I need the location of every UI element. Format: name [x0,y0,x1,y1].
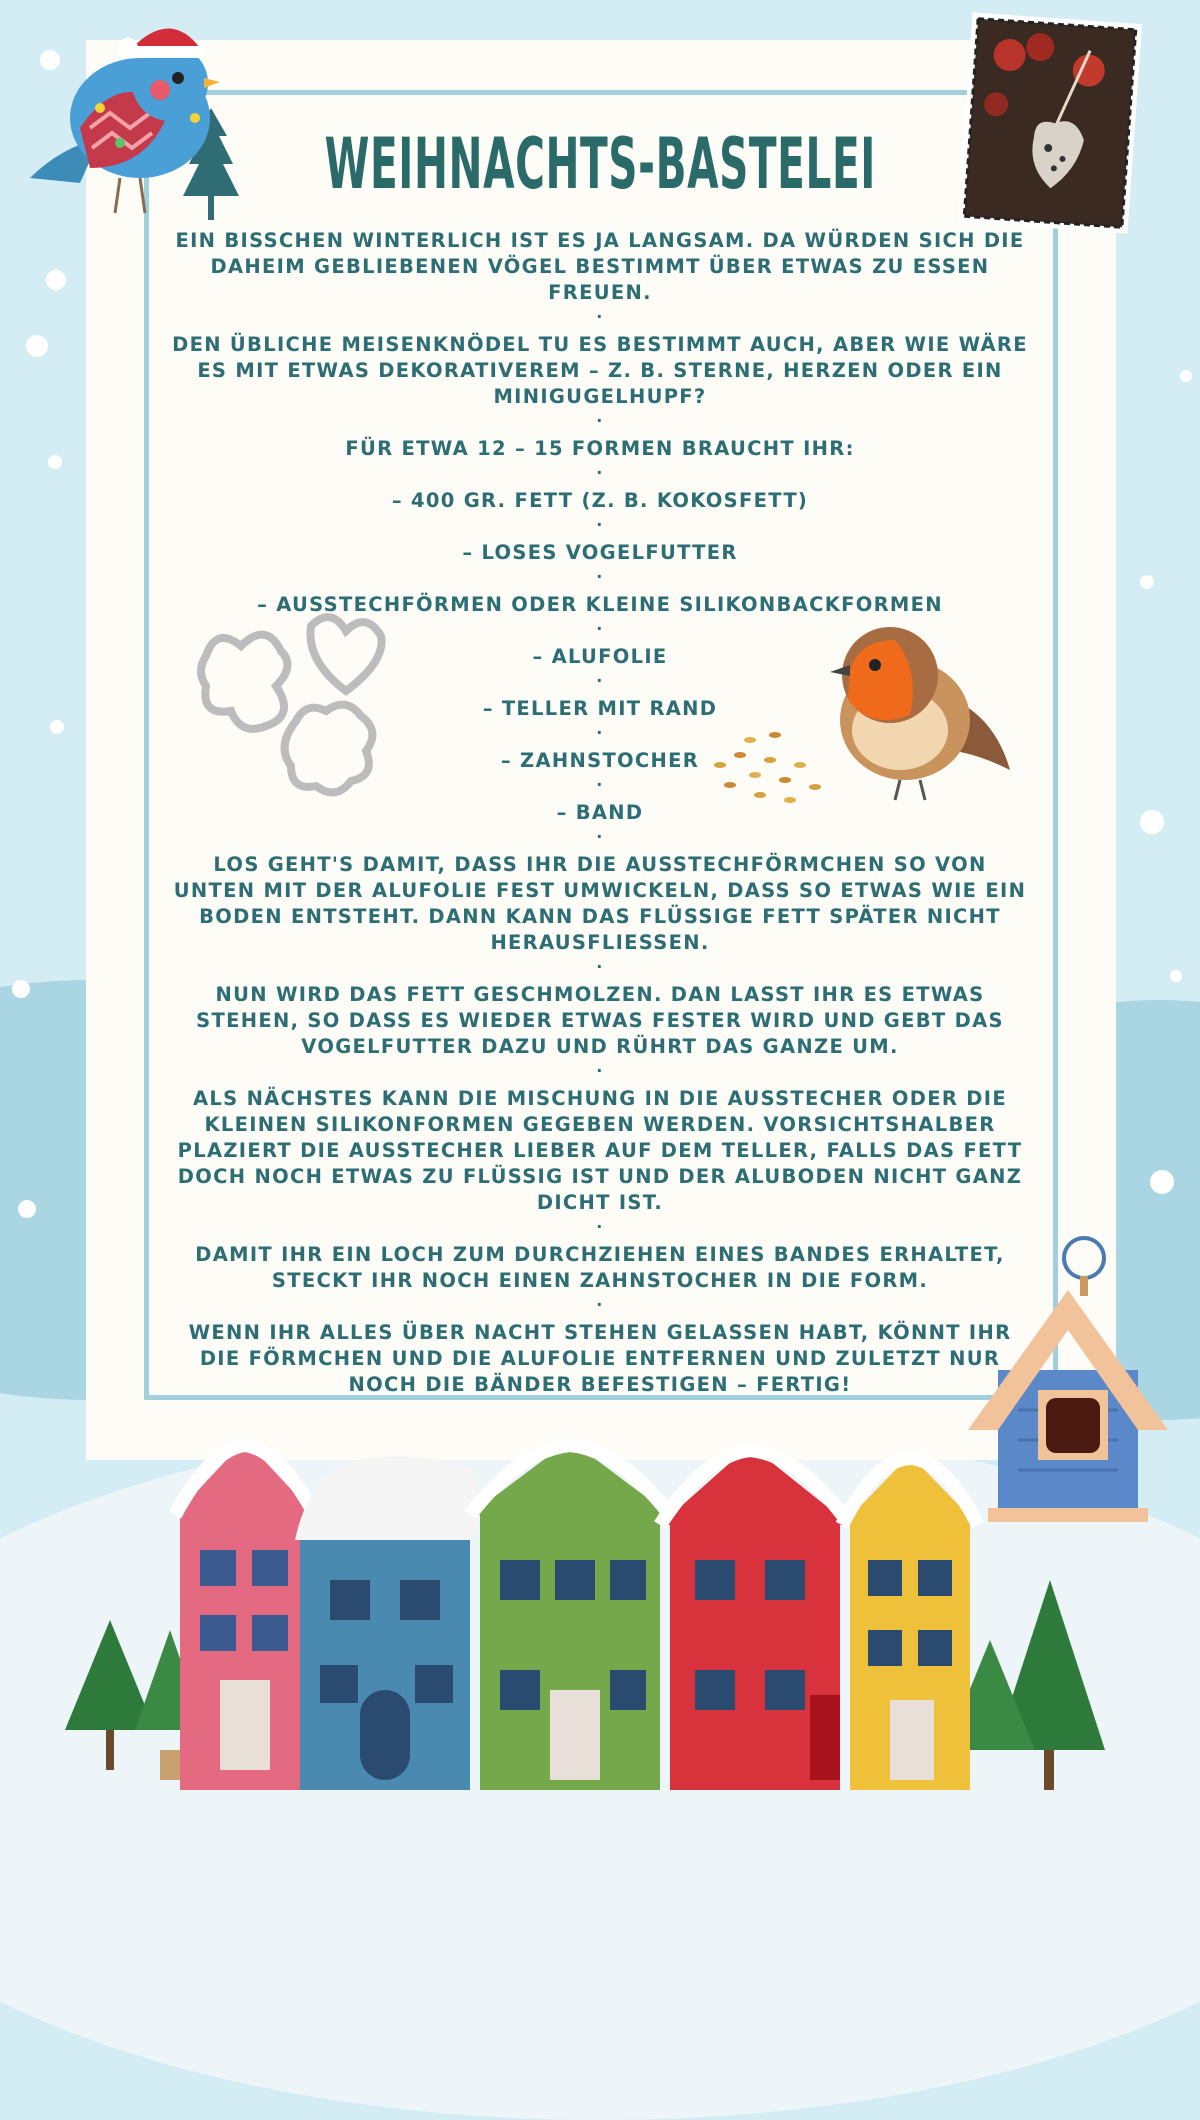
ingredient-item: – TELLER MIT RAND [482,697,718,720]
separator: . [596,459,604,478]
instruction-step: WENN IHR ALLES ÜBER NACHT STEHEN GELASSEN HABT, KÖNNT IHR DIE FÖRMCHEN UND DIE ALUFOLIE ENTFERNEN UND ZULETZT NUR NOCH DIE BÄNDER BEFESTIGEN – FERTIG! [188,1321,1012,1396]
materials-heading: FÜR ETWA 12 – 15 FORMEN BRAUCHT IHR: [345,437,855,460]
separator: . [596,667,604,686]
separator: . [596,953,604,972]
snowflake [1140,575,1154,589]
snowflake [50,720,64,734]
snowflake [1150,1170,1174,1194]
intro-paragraph: DEN ÜBLICHE MEISENKNÖDEL TU ES BESTIMMT AUCH, ABER WIE WÄRE ES MIT ETWAS DEKORATIVEREM – Z. B. STERNE, HERZEN ODER EIN MINIGUGELHUPF? [172,333,1028,408]
robin-icon [830,620,1020,810]
cookie-cutter-icon [196,606,396,806]
snowflake [1180,370,1192,382]
separator: . [596,1291,604,1310]
ingredient-item: – ALUFOLIE [532,645,668,668]
separator: . [596,1213,604,1232]
separator: . [596,823,604,842]
snowflake [1170,970,1182,982]
snowflake [18,1200,36,1218]
separator: . [596,563,604,582]
ingredient-item: – AUSSTECHFÖRMEN ODER KLEINE SILIKONBACKFORMEN [257,593,943,616]
instruction-step: NUN WIRD DAS FETT GESCHMOLZEN. DAN LASST IHR ES ETWAS STEHEN, SO DASS ES WIEDER ETWAS FESTER WIRD UND GEBT DAS VOGELFUTTER DAZU UND RÜHRT DAS GANZE UM. [196,983,1004,1058]
separator: . [596,511,604,530]
bird-feeder-photo [958,12,1142,233]
intro-paragraph: EIN BISSCHEN WINTERLICH IST ES JA LANGSAM. DA WÜRDEN SICH DIE DAHEIM GEBLIEBENEN VÖGEL BESTIMMT ÜBER ETWAS ZU ESSEN FREUEN. [175,229,1025,304]
ingredient-item: – ZAHNSTOCHER [500,749,700,772]
separator: . [596,719,604,738]
snowflake [46,270,66,290]
snowflake [1140,810,1164,834]
instruction-step: LOS GEHT'S DAMIT, DASS IHR DIE AUSSTECHFÖRMCHEN SO VON UNTEN MIT DER ALUFOLIE FEST UMWICKELN, DASS SO ETWAS WIE EIN BODEN ENTSTEHT. DANN KANN DAS FLÜSSIGE FETT SPÄTER NICHT HERAUSFLIESSEN. [173,853,1027,954]
instruction-step: ALS NÄCHSTES KANN DIE MISCHUNG IN DIE AUSSTECHER ODER DIE KLEINEN SILIKONFORMEN GEGEBEN WERDEN. VORSICHTSHALBER PLAZIERT DIE AUSSTECHER LIEBER AUF DEM TELLER, FALLS DAS FETT DOCH NOCH ETWAS ZU FLÜSSIG IST UND DER ALUBODEN NICHT GANZ DICHT IST. [177,1087,1023,1214]
separator: . [596,407,604,426]
separator: . [596,615,604,634]
snowflake [12,980,30,998]
separator: . [596,771,604,790]
knitted-bird-icon [20,8,220,218]
seeds-icon [700,725,840,815]
instruction-step: DAMIT IHR EIN LOCH ZUM DURCHZIEHEN EINES BANDES ERHALTET, STECKT IHR NOCH EINEN ZAHNSTOCHER IN DIE FORM. [195,1243,1005,1292]
ingredient-item: – BAND [556,801,644,824]
recipe-text [170,228,1030,1398]
ingredient-item: – 400 GR. FETT (Z. B. KOKOSFETT) [391,489,809,512]
snowflake [26,335,48,357]
snowflake [48,455,62,469]
page-title: WEIHNACHTS-BASTELEI [324,123,876,205]
christmas-houses-icon [60,1430,1110,1800]
ingredient-item: – LOSES VOGELFUTTER [462,541,738,564]
separator: . [596,303,604,322]
separator: . [596,1057,604,1076]
